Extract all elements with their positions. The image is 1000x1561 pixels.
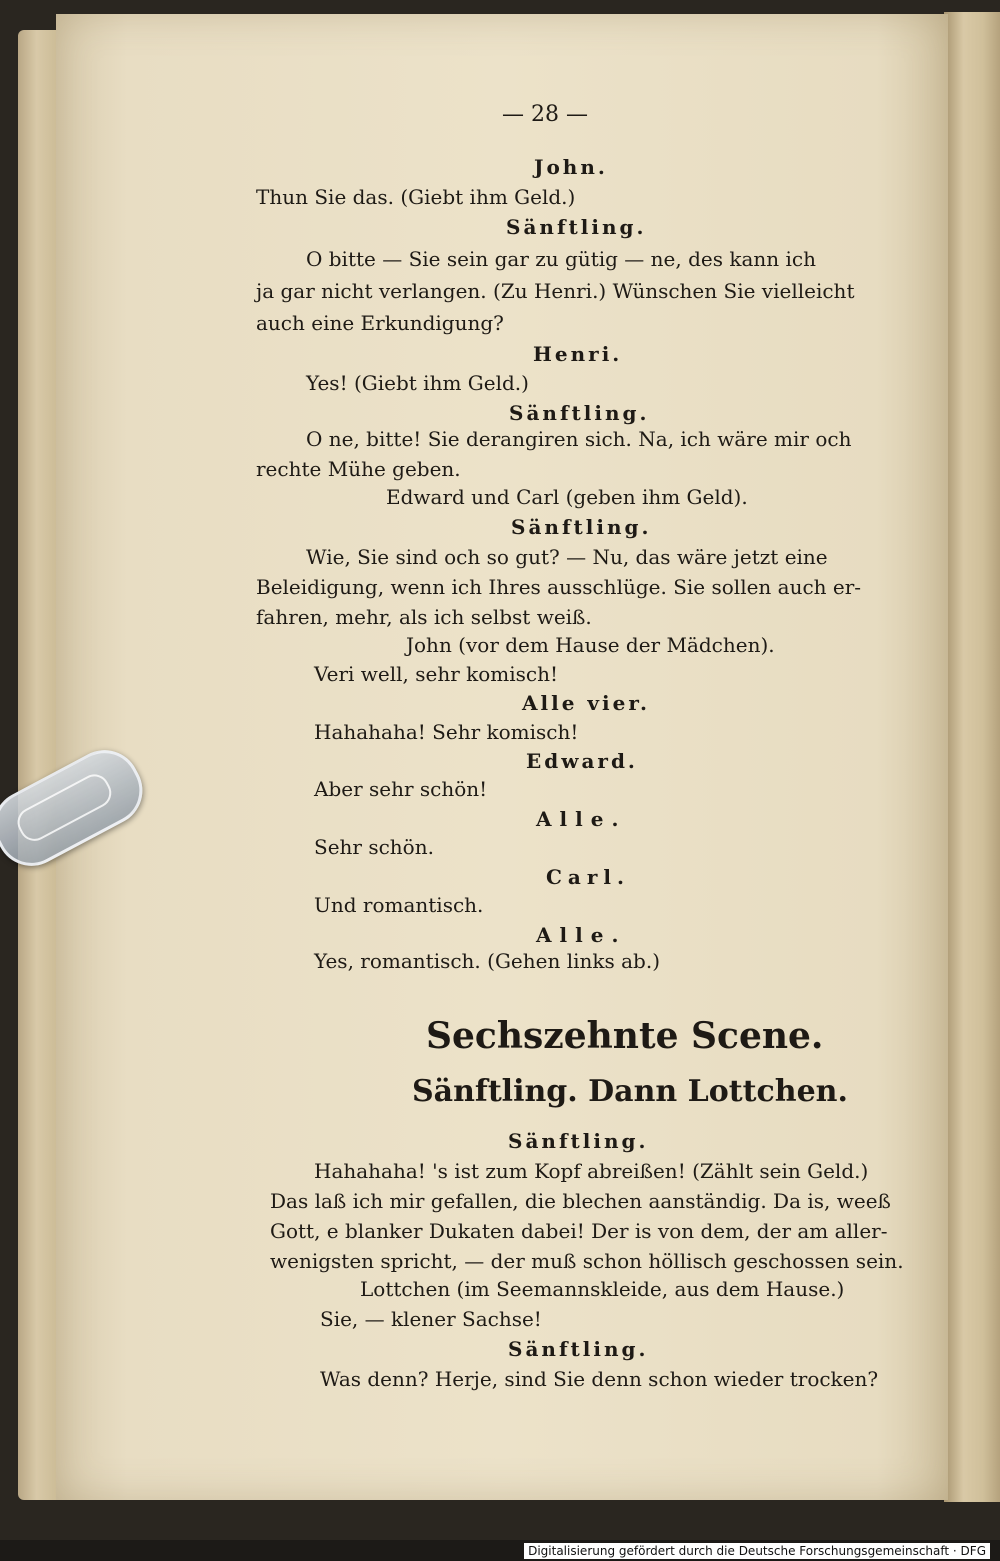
- right-page-edge: [944, 12, 1000, 1502]
- text-line: ja gar nicht verlangen. (Zu Henri.) Wünschen Sie vielleicht: [256, 279, 855, 303]
- speaker-line: Alle.: [536, 807, 627, 831]
- speaker-line: Sänftling.: [509, 401, 650, 425]
- speaker-line: Carl.: [546, 865, 630, 889]
- text-line: rechte Mühe geben.: [256, 457, 461, 481]
- text-line: auch eine Erkundigung?: [256, 311, 504, 335]
- text-line: Yes! (Giebt ihm Geld.): [306, 371, 529, 395]
- text-line: Und romantisch.: [314, 893, 484, 917]
- book-page: [56, 14, 948, 1500]
- text-line: Hahahaha! Sehr komisch!: [314, 720, 579, 744]
- speaker-line: Alle.: [536, 923, 627, 947]
- speaker-line: Lottchen (im Seemannskleide, aus dem Hause.): [360, 1277, 845, 1301]
- text-line: Sehr schön.: [314, 835, 434, 859]
- text-line: Das laß ich mir gefallen, die blechen aanständig. Da is, weeß: [270, 1189, 891, 1213]
- text-line: Thun Sie das. (Giebt ihm Geld.): [256, 185, 576, 209]
- text-line: Yes, romantisch. (Gehen links ab.): [314, 949, 661, 973]
- speaker-line: Sänftling.: [511, 515, 652, 539]
- scene-characters: Sänftling. Dann Lottchen.: [412, 1074, 848, 1109]
- speaker-line: Sänftling.: [508, 1337, 649, 1361]
- scene-heading: Sechszehnte Scene.: [426, 1015, 824, 1057]
- speaker-line: Edward und Carl (geben ihm Geld).: [386, 485, 748, 509]
- text-line: Hahahaha! 's ist zum Kopf abreißen! (Zählt sein Geld.): [314, 1159, 869, 1183]
- text-line: Wie, Sie sind och so gut? — Nu, das wäre jetzt eine: [306, 545, 828, 569]
- text-line: Was denn? Herje, sind Sie denn schon wieder trocken?: [320, 1367, 879, 1391]
- text-line: Sie, — klener Sachse!: [320, 1307, 542, 1331]
- speaker-line: Henri.: [533, 342, 623, 366]
- speaker-line: John.: [534, 155, 608, 179]
- text-line: Beleidigung, wenn ich Ihres ausschlüge. Sie sollen auch er-: [256, 575, 862, 599]
- speaker-line: Edward.: [526, 749, 638, 773]
- text-line: Aber sehr schön!: [314, 777, 488, 801]
- page-number: — 28 —: [502, 102, 588, 127]
- speaker-line: John (vor dem Hause der Mädchen).: [406, 633, 775, 657]
- speaker-line: Sänftling.: [506, 215, 647, 239]
- text-line: O ne, bitte! Sie derangiren sich. Na, ich wäre mir och: [306, 427, 852, 451]
- text-line: wenigsten spricht, — der muß schon höllisch geschossen sein.: [270, 1249, 904, 1273]
- text-line: Gott, e blanker Dukaten dabei! Der is von dem, der am aller-: [270, 1219, 888, 1243]
- text-line: O bitte — Sie sein gar zu gütig — ne, des kann ich: [306, 247, 816, 271]
- text-line: fahren, mehr, als ich selbst weiß.: [256, 605, 592, 629]
- text-line: Veri well, sehr komisch!: [314, 662, 559, 686]
- digitization-credit: Digitalisierung gefördert durch die Deutsche Forschungsgemeinschaft · DFG: [524, 1543, 990, 1559]
- speaker-line: Sänftling.: [508, 1129, 649, 1153]
- speaker-line: Alle vier.: [522, 691, 651, 715]
